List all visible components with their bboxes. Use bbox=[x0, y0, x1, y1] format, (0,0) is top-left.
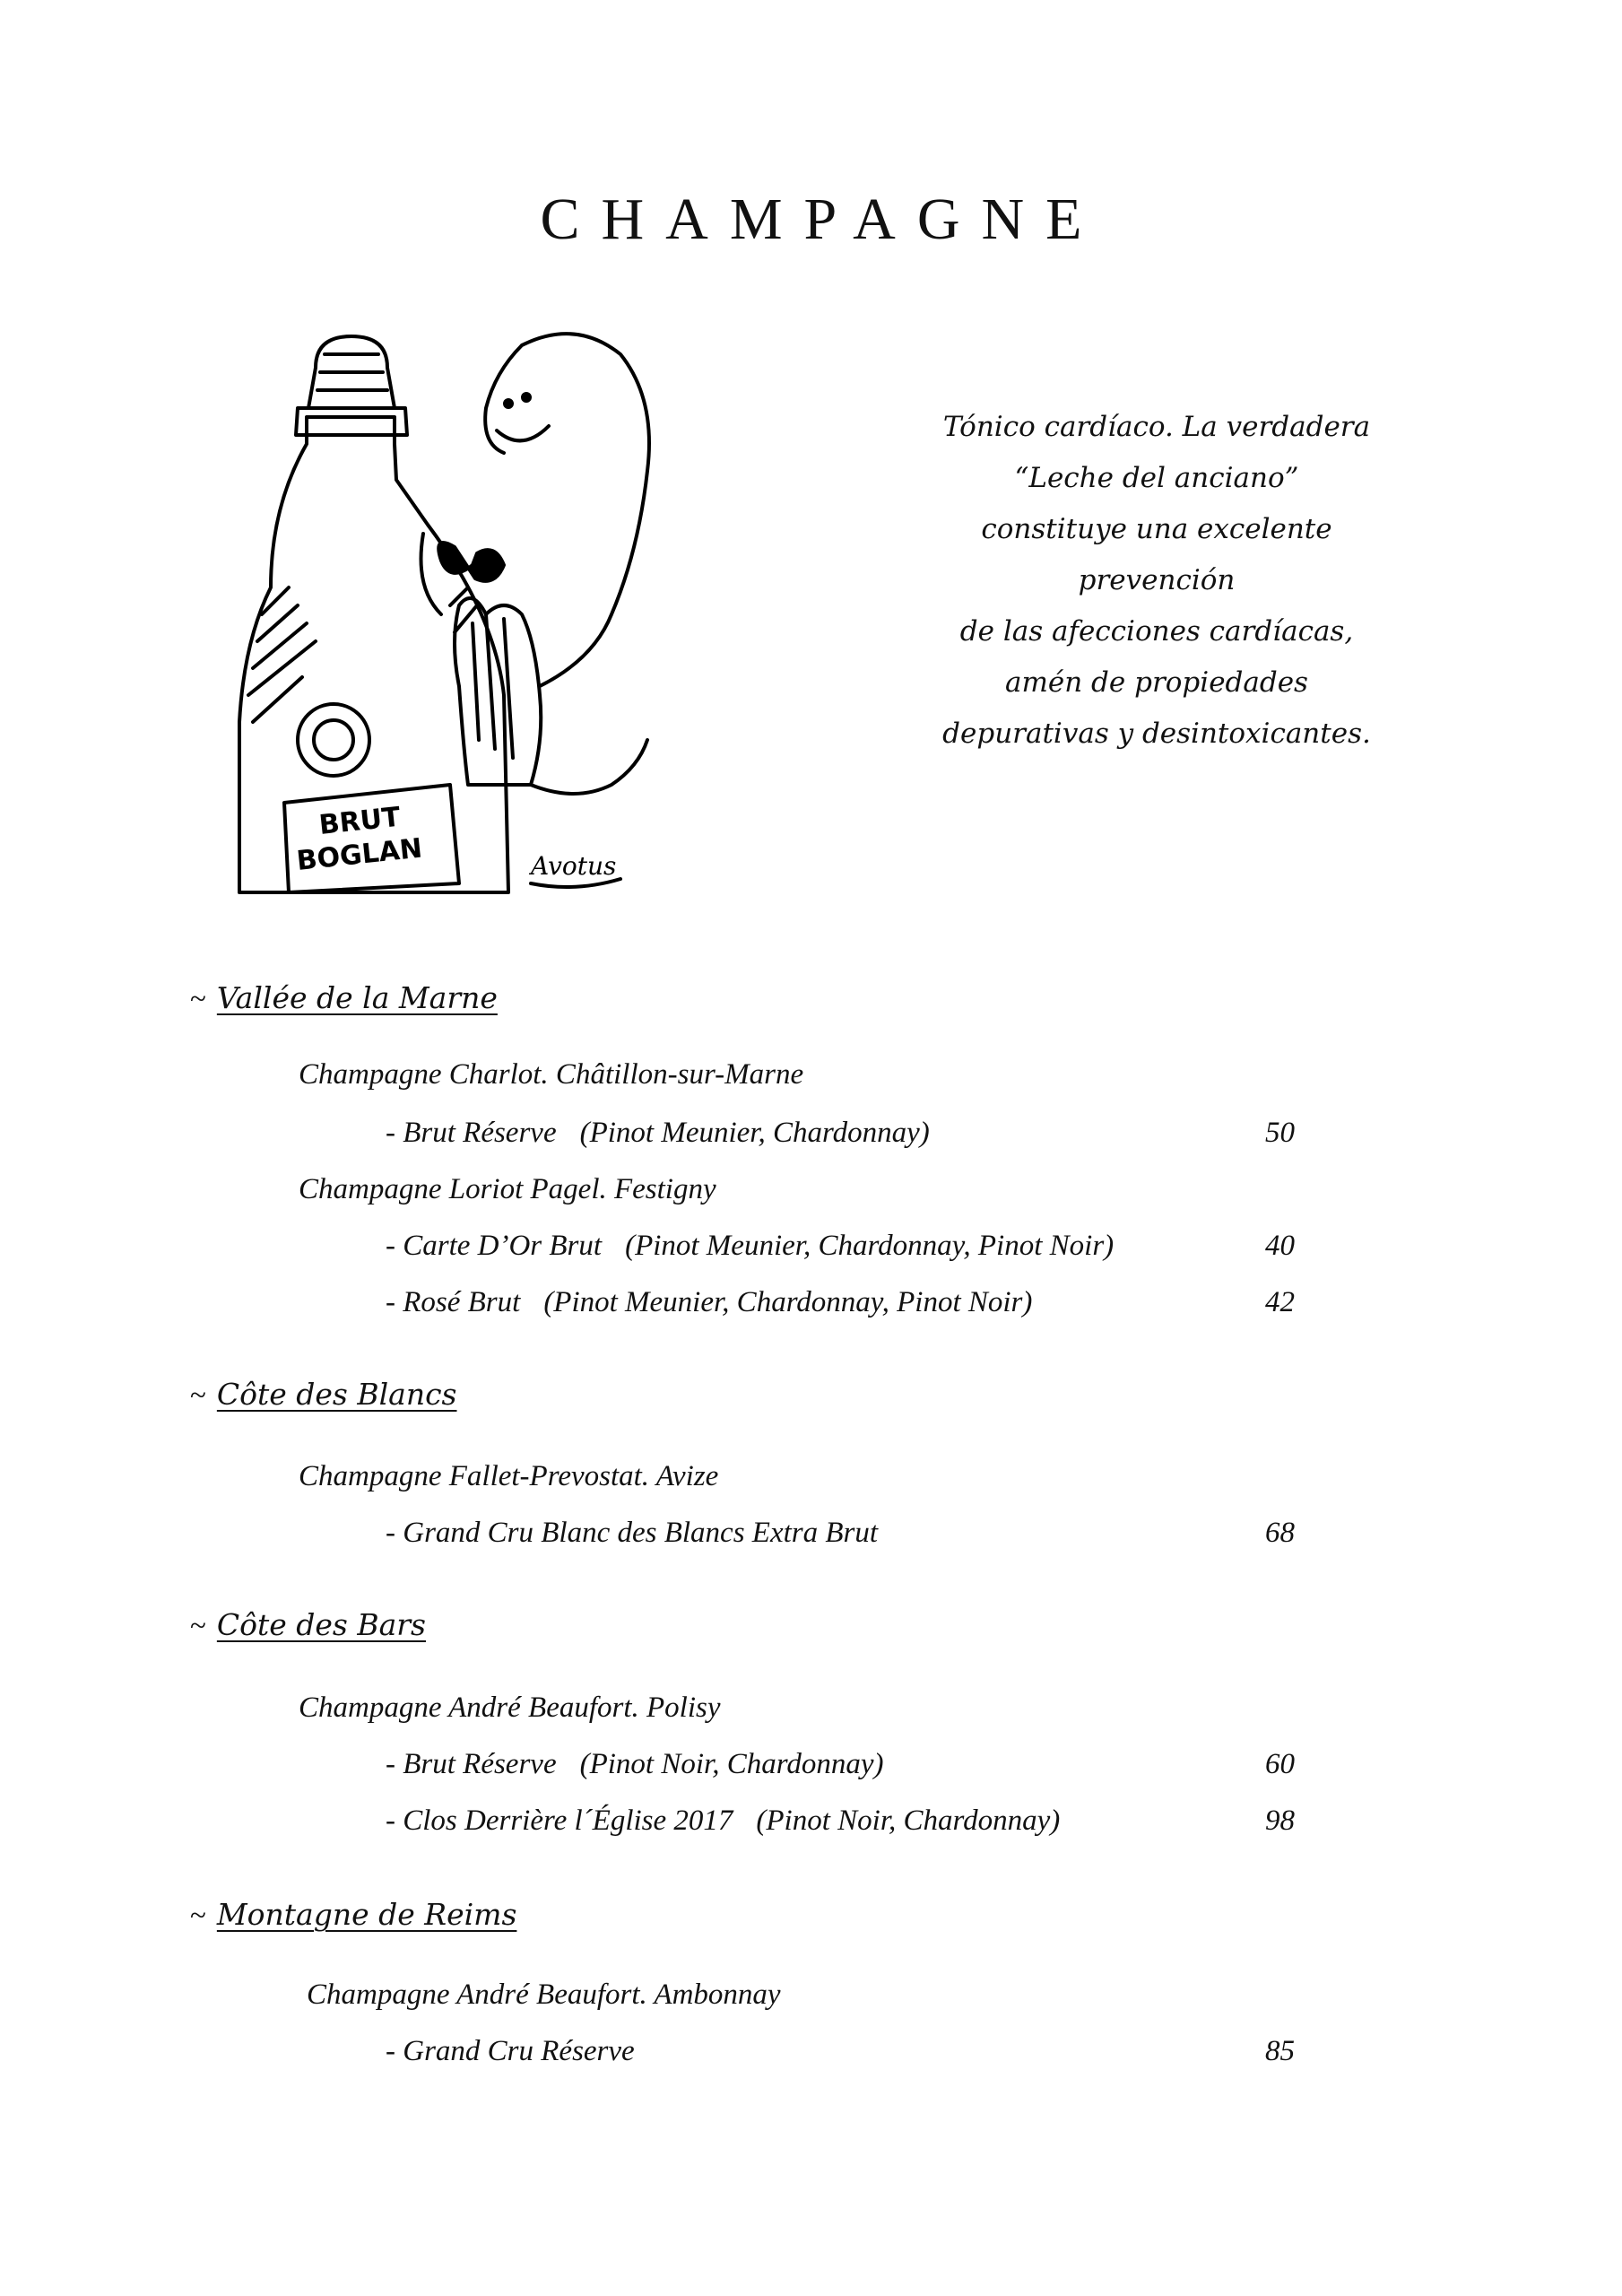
section-name: Côte des Bars bbox=[216, 1607, 426, 1642]
producer-name: Champagne Charlot. Châtillon-sur-Marne bbox=[299, 1058, 804, 1091]
signature: Avotus bbox=[531, 851, 617, 881]
wine-item bbox=[386, 1750, 883, 1779]
wine-item bbox=[386, 1806, 1060, 1836]
wine-price: 98 bbox=[1265, 1805, 1295, 1837]
producer-name: Champagne André Beaufort. Ambonnay bbox=[307, 1979, 781, 2011]
quote-line: constituye una excelente bbox=[981, 513, 1332, 545]
wine-price: 42 bbox=[1265, 1286, 1295, 1318]
quote-line: de las afecciones cardíacas, bbox=[959, 615, 1354, 648]
section-heading-montagne-de-reims bbox=[190, 1897, 517, 1932]
wine-item bbox=[386, 1288, 1032, 1318]
page-title: CHAMPAGNE bbox=[540, 187, 1104, 252]
wine-grapes: (Pinot Noir, Chardonnay) bbox=[756, 1805, 1061, 1837]
producer-name: Champagne Loriot Pagel. Festigny bbox=[299, 1173, 716, 1205]
producer-name: Champagne André Beaufort. Polisy bbox=[299, 1692, 721, 1724]
wine-grapes: (Pinot Noir, Chardonnay) bbox=[579, 1748, 884, 1780]
wine-label: - Grand Cru Blanc des Blancs Extra Brut bbox=[386, 1517, 879, 1549]
bottle-label-line1: BRUT bbox=[317, 801, 403, 841]
bottle-label-line2: BOGLAN bbox=[295, 832, 424, 877]
quote-line: “Leche del anciano” bbox=[1014, 462, 1299, 494]
wine-label: - Grand Cru Réserve bbox=[386, 2035, 635, 2067]
wine-label: - Brut Réserve bbox=[386, 1117, 557, 1149]
section-heading-cote-des-bars bbox=[190, 1607, 426, 1642]
section-name: Montagne de Reims bbox=[216, 1897, 517, 1932]
wine-price: 60 bbox=[1265, 1748, 1295, 1780]
wine-label: - Carte D’Or Brut bbox=[386, 1230, 603, 1262]
section-heading-cote-des-blancs bbox=[190, 1379, 457, 1411]
wine-item bbox=[386, 1118, 930, 1148]
section-name: Côte des Blancs bbox=[216, 1377, 457, 1412]
wine-item bbox=[386, 1518, 901, 1548]
wine-price: 85 bbox=[1265, 2035, 1295, 2067]
quote-line: prevención bbox=[1078, 564, 1236, 596]
wine-label: - Rosé Brut bbox=[386, 1286, 521, 1318]
wine-item bbox=[386, 1231, 1114, 1261]
wine-grapes: (Pinot Meunier, Chardonnay) bbox=[579, 1117, 930, 1149]
wine-label: - Clos Derrière l´Église 2017 bbox=[386, 1805, 733, 1837]
tilde-marker: ~ bbox=[190, 1900, 206, 1932]
quote-line: amén de propiedades bbox=[1005, 666, 1308, 699]
wine-price: 68 bbox=[1265, 1517, 1295, 1549]
quote-line: Tónico cardíaco. La verdadera bbox=[942, 411, 1371, 443]
wine-grapes: (Pinot Meunier, Chardonnay, Pinot Noir) bbox=[625, 1230, 1115, 1262]
tilde-marker: ~ bbox=[190, 983, 206, 1015]
wine-item bbox=[386, 2037, 658, 2066]
quote-block bbox=[906, 402, 1408, 760]
wine-grapes: (Pinot Meunier, Chardonnay, Pinot Noir) bbox=[543, 1286, 1033, 1318]
quote-line: depurativas y desintoxicantes. bbox=[942, 718, 1371, 750]
section-heading-vallee-de-la-marne bbox=[190, 980, 498, 1015]
tilde-marker: ~ bbox=[190, 1379, 206, 1412]
wine-price: 40 bbox=[1265, 1230, 1295, 1262]
wine-label: - Brut Réserve bbox=[386, 1748, 557, 1780]
producer-name: Champagne Fallet-Prevostat. Avize bbox=[299, 1460, 719, 1492]
cartoon-champagne-bottle-and-character-icon bbox=[235, 318, 656, 901]
wine-price: 50 bbox=[1265, 1117, 1295, 1149]
tilde-marker: ~ bbox=[190, 1610, 206, 1642]
section-name: Vallée de la Marne bbox=[216, 980, 498, 1015]
